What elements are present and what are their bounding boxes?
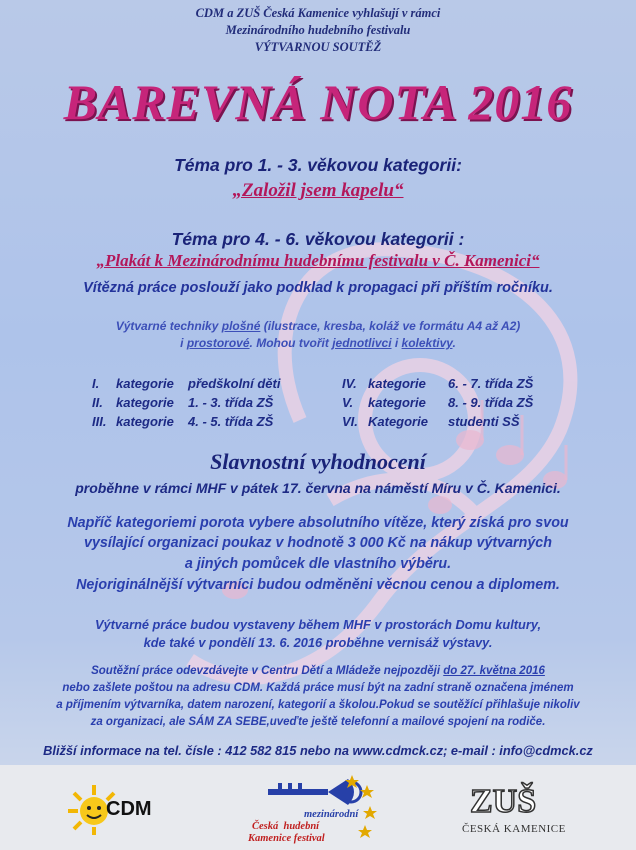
- category-desc: 8. - 9. třída ZŠ: [448, 395, 534, 410]
- festival-logo-line-2: Česká hudební: [252, 821, 320, 832]
- footer-logos: [0, 765, 636, 850]
- theme2-value: „Plakát k Mezinárodnímu hudebnímu festivalu v Č. Kamenici“: [96, 251, 540, 270]
- deadline: do 27. května 2016: [443, 665, 545, 677]
- jury-line-3: a jiných pomůcek dle vlastního výběru.: [184, 556, 452, 572]
- category-num: III.: [92, 414, 107, 429]
- cdm-logo-text: CDM: [106, 798, 152, 820]
- zus-logo: [462, 783, 572, 843]
- eu-stars-icon: [332, 773, 378, 843]
- jury-line-1: Napříč kategoriemi porota vybere absolutního vítěze, který získá pro svou: [67, 515, 569, 531]
- flat-technique: plošné: [221, 319, 261, 333]
- cdm-logo: [66, 783, 152, 835]
- evaluation-text: proběhne v rámci MHF v pátek 17. června na náměstí Míru v Č. Kamenici.: [75, 480, 561, 496]
- category-word: kategorie: [368, 395, 426, 410]
- festival-logo: [248, 769, 380, 847]
- category-num: II.: [92, 395, 103, 410]
- festival-logo-line-3: Kamenice festival: [248, 833, 325, 844]
- individuals: jednotlivci: [332, 336, 392, 350]
- category-num: V.: [342, 395, 354, 410]
- category-desc: 6. - 7. třída ZŠ: [448, 376, 534, 391]
- submission-line-3: a příjmením výtvarníka, datem narození, kategorií a školou.Pokud se soutěžící přihlašuje nikoliv: [56, 699, 580, 711]
- category-num: IV.: [342, 376, 357, 391]
- exhibition-line-1: Výtvarné práce budou vystaveny během MHF v prostorách Domu kultury,: [94, 617, 542, 632]
- organizers-line: CDM a ZUŠ Česká Kamenice vyhlašují v rámci: [195, 6, 441, 20]
- spatial-technique: prostorové: [186, 336, 250, 350]
- submission-line-2: nebo zašlete poštou na adresu CDM. Každá práce musí být na zadní straně označena jménem: [62, 682, 574, 694]
- techniques-text: .: [452, 336, 456, 350]
- contest-type-line: VÝTVARNOU SOUTĚŽ: [254, 40, 382, 54]
- techniques-text: Výtvarné techniky: [115, 319, 222, 333]
- category-word: kategorie: [116, 376, 174, 391]
- category-desc: studenti SŠ: [448, 414, 520, 429]
- techniques-text: i: [391, 336, 402, 350]
- category-word: kategorie: [116, 414, 174, 429]
- category-word: kategorie: [116, 395, 174, 410]
- category-word: kategorie: [368, 376, 426, 391]
- category-desc: 4. - 5. třída ZŠ: [188, 414, 274, 429]
- theme2-label: Téma pro 4. - 6. věkovou kategorii :: [171, 229, 465, 249]
- submission-line-4: za organizaci, ale SÁM ZA SEBE,uveďte ještě telefonní a mailové spojení na rodiče.: [90, 716, 546, 728]
- category-desc: 1. - 3. třída ZŠ: [188, 395, 274, 410]
- zus-logo-subtitle: ČESKÁ KAMENICE: [462, 823, 566, 835]
- winner-note: Vítězná práce poslouží jako podklad k propagaci při příštím ročníku.: [83, 280, 553, 296]
- techniques-line-2: [0, 336, 636, 350]
- submission-line-1: [0, 665, 636, 677]
- collectives: kolektivy: [401, 336, 453, 350]
- jury-line-4: Nejoriginálnější výtvarníci budou odměněni věcnou cenou a diplomem.: [76, 577, 560, 593]
- contact-info: Bližší informace na tel. čísle : 412 582 815 nebo na www.cdmck.cz; e-mail : info@cdmck.cz: [43, 743, 593, 758]
- category-word: Kategorie: [368, 414, 428, 429]
- zus-logo-text: ZUŠ: [470, 783, 537, 820]
- page-title: BAREVNÁ NOTA 2016: [63, 74, 573, 130]
- theme1-value: „Založil jsem kapelu“: [232, 180, 404, 201]
- festival-logo-line-1: mezinárodní: [304, 809, 359, 820]
- festival-line: Mezinárodního hudebního festivalu: [225, 23, 411, 37]
- techniques-text: (ilustrace, kresba, koláž ve formátu A4 až A2): [260, 319, 521, 333]
- techniques-line-1: [0, 319, 636, 333]
- jury-line-2: vysílající organizaci poukaz v hodnotě 3 000 Kč na nákup výtvarných: [84, 535, 552, 551]
- theme1-label: Téma pro 1. - 3. věkovou kategorii:: [174, 155, 462, 175]
- exhibition-line-2: kde také v pondělí 13. 6. 2016 proběhne vernisáž výstavy.: [143, 635, 493, 650]
- evaluation-heading: Slavnostní vyhodnocení: [210, 449, 426, 474]
- techniques-text: i: [180, 336, 187, 350]
- techniques-text: . Mohou tvořit: [249, 336, 333, 350]
- submission-text: Soutěžní práce odevzdávejte v Centru Dětí a Mládeže nejpozději: [91, 665, 444, 677]
- category-desc: předškolní děti: [188, 376, 281, 391]
- category-num: I.: [92, 376, 100, 391]
- category-num: VI.: [342, 414, 358, 429]
